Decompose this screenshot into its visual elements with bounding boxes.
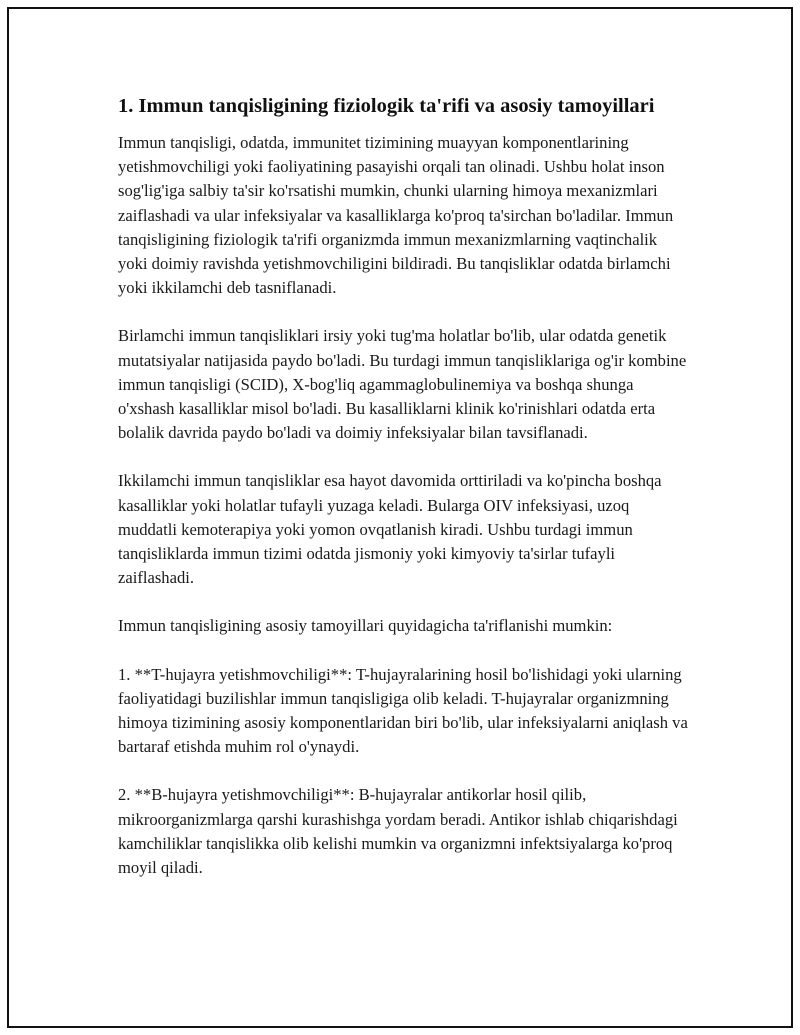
list-item-b-cell: 2. **B-hujayra yetishmovchiligi**: B-hujayralar antikorlar hosil qilib, mikroorganizmlarga qarshi kurashishga yordam beradi. Antikor ishlab chiqarishdagi kamchiliklar tanqislikka olib kelishi mumkin va organizmni infektsiyalarga ko'proq moyil qiladi.	[118, 785, 678, 878]
paragraph-primary-deficiency: Birlamchi immun tanqisliklari irsiy yoki tug'ma holatlar bo'lib, ular odatda genetik mutatsiyalar natijasida paydo bo'ladi. Bu turdagi immun tanqisliklariga og'ir kombine immun tanqisligi (SCID), X-bog'liq agammaglobulinemiya va boshqa shunga o'xshash kasalliklar misol bo'ladi. Bu kasalliklarni klinik ko'rinishlari odatda erta bolalik davrida paydo bo'ladi va doimiy infeksiyalar bilan tavsiflanadi.	[118, 326, 687, 443]
document-body	[118, 92, 690, 904]
paragraph-secondary-deficiency: Ikkilamchi immun tanqisliklar esa hayot davomida orttiriladi va ko'pincha boshqa kasalliklar yoki holatlar tufayli yuzaga keladi. Bularga OIV infeksiyasi, uzoq muddatli kemoterapiya yoki yomon ovqatlanish kiradi. Ushbu turdagi immun tanqisliklarda immun tizimi odatda jismoniy yoki kimyoviy ta'sirlar tufayli zaiflashadi.	[118, 471, 662, 588]
list-item-t-cell: 1. **T-hujayra yetishmovchiligi**: T-hujayralarining hosil bo'lishidagi yoki ularning faoliyatidagi buzilishlar immun tanqisligiga olib keladi. T-hujayralar organizmning himoya tizimining asosiy komponentlaridan biri bo'lib, ular infeksiyalarni aniqlash va bartaraf etishda muhim rol o'ynaydi.	[118, 664, 688, 757]
section-heading: 1. Immun tanqisligining fiziologik ta'rifi va asosiy tamoyillari	[118, 95, 655, 117]
paragraph-definition: Immun tanqisligi, odatda, immunitet tizimining muayyan komponentlarining yetishmovchiligi yoki faoliyatining pasayishi orqali tan olinadi. Ushbu holat inson sog'lig'iga salbiy ta'sir ko'rsatishi mumkin, chunki ularning himoya mexanizmlari zaiflashadi va ular infeksiyalar va kasalliklarga ko'proq ta'sirchan bo'ladilar. Immun tanqisligining fiziologik ta'rifi organizmda immun mexanizmlarning vaqtinchalik yoki doimiy ravishda yetishmovchiligini bildiradi. Bu tanqisliklar odatda birlamchi yoki ikkilamchi deb tasniflanadi.	[118, 133, 674, 298]
paragraph-principles-intro: Immun tanqisligining asosiy tamoyillari quyidagicha ta'riflanishi mumkin:	[118, 616, 613, 636]
